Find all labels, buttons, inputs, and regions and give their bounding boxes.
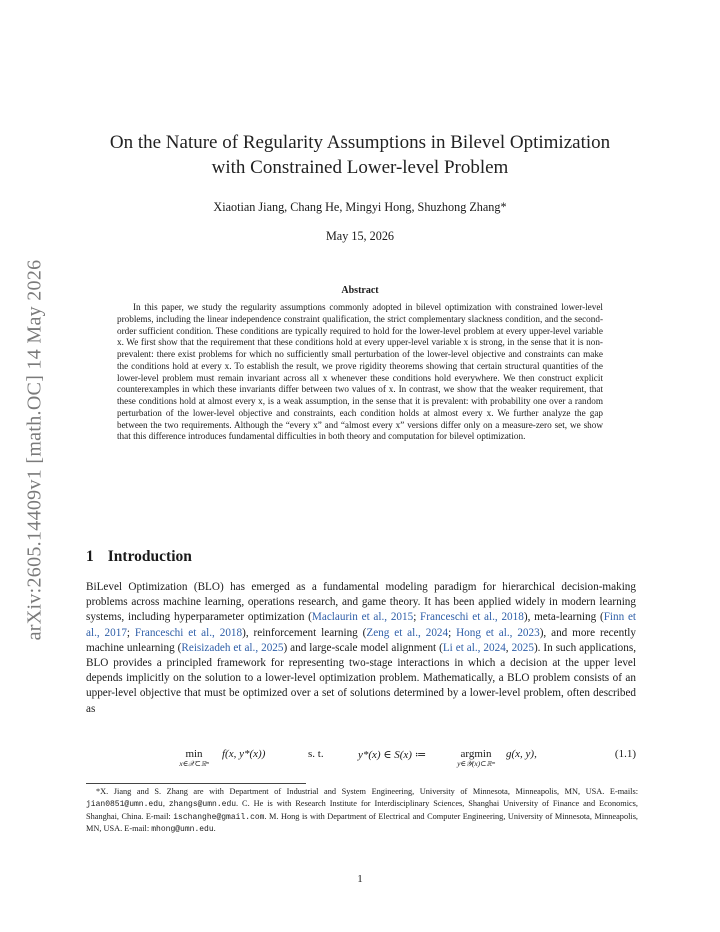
citation-link[interactable]: Zeng et al., 2024	[366, 626, 449, 639]
email-link[interactable]: ischanghe@gmail.com	[173, 812, 265, 822]
email-link[interactable]: zhangs@umn.edu	[168, 799, 237, 809]
citation-link[interactable]: Hong et al., 2023	[456, 626, 540, 639]
footnote-text: .	[213, 824, 216, 834]
subject-to: s. t.	[308, 748, 324, 760]
section-title: Introduction	[107, 548, 192, 565]
citation-link[interactable]: Franceschi et al., 2018	[134, 626, 243, 639]
introduction-paragraph	[86, 580, 636, 717]
title-line-1: On the Nature of Regularity Assumptions in Bilevel Optimization	[109, 132, 611, 153]
lower-constraint: y*(x) ∈ S(x) ≔	[358, 749, 427, 761]
lower-objective: g(x, y),	[506, 748, 537, 760]
citation-link[interactable]: Reisizadeh et al., 2025	[181, 641, 284, 654]
intro-text: ), meta-learning (	[523, 611, 604, 624]
min-operator: min	[185, 748, 203, 760]
title-line-2: with Constrained Lower-level Problem	[211, 157, 509, 178]
intro-text: ;	[126, 626, 135, 639]
author-list: Xiaotian Jiang, Chang He, Mingyi Hong, Shuzhong Zhang*	[213, 200, 507, 214]
paper-title	[80, 130, 640, 180]
footnote-text: . M. Hong is with Department of Electrical and Computer Engineering, University of Minnesota, Minneapolis, MN, USA. E-mail:	[86, 811, 638, 834]
intro-text: ,	[505, 641, 512, 654]
intro-text: BiLevel Optimization (BLO) has emerged as a fundamental modeling paradigm for hierarchical decision-making problems across machine learning, operations research, and game theory. It has been applied widely in modern learning systems, including hyperparameter optimization (	[86, 581, 636, 624]
equation-argmin	[446, 748, 506, 769]
citation-link[interactable]: Finn et al., 2017	[86, 611, 637, 639]
argmin-subscript: y∈𝒴(x)⊂ℝᵐ	[457, 759, 495, 768]
intro-text: ;	[448, 626, 457, 639]
email-link[interactable]: mhong@umn.edu	[151, 825, 214, 835]
equation-number: (1.1)	[614, 748, 636, 760]
footnote-text: ,	[162, 798, 169, 808]
citation-link[interactable]: Franceschi et al., 2018	[420, 611, 524, 624]
citation-link[interactable]: Maclaurin et al., 2015	[311, 611, 414, 624]
intro-text: ), and more recently machine unlearning (	[86, 626, 637, 654]
arxiv-identifier: arXiv:2605.14409v1 [math.OC] 14 May 2026	[23, 259, 46, 641]
abstract-text: In this paper, we study the regularity assumptions commonly adopted in bilevel optimization with constrained lower-level problems, including the linear independence constraint qualification, the strict complementary slackness condition, and the second-order sufficient condition. These conditions are typically required to hold for the lower-level problem at every upper-level variable x. We first show that the requirement that these conditions hold at every upper-level variable x is strong, in the sense that it is non-prevalent: there exist problems for which no sufficiently small perturbation of the lower-level objective and constraints can make the conditions hold at every x. To establish the result, we prove rigidity theorems showing that certain structural quantities of the lower-level problem must remain invariant across all x whenever these conditions hold everywhere. We then construct explicit counterexamples in which these invariants differ between two values of x. In contrast, we show that the weaker requirement, that these conditions hold at almost every x, is a weak assumption, in the sense that it is prevalent: with probability one over a random perturbation of the lower-level objective and constraints, each condition holds at almost every x. We further analyze the gap between the two requirements. Although the “every x” and “almost every x” versions differ only on a measure-zero set, we show that this difference introduces fundamental difficulties in both theory and computation for bilevel optimization.	[117, 302, 603, 442]
footnote-rule	[86, 783, 306, 784]
intro-text: ;	[413, 611, 421, 624]
min-subscript: x∈𝒳⊂ℝⁿ	[179, 759, 209, 768]
footnote-text: *X. Jiang and S. Zhang are with Department of Industrial and System Engineering, University of Minnesota, Minneapolis, MN, USA. E-mails:	[96, 787, 638, 796]
section-number: 1	[86, 548, 94, 565]
upper-objective: f(x, y*(x))	[222, 748, 266, 760]
footnote-text: . C. He is with Research Institute for Interdisciplinary Sciences, Shanghai University of Finance and Economics, Shanghai, China. E-mail:	[86, 798, 638, 821]
intro-text: ), reinforcement learning (	[242, 626, 367, 639]
email-link[interactable]: jian0851@umn.edu	[86, 799, 163, 809]
footnote	[86, 786, 638, 836]
argmin-operator: argmin	[460, 748, 492, 760]
citation-link[interactable]: Li et al., 2024	[442, 641, 506, 654]
abstract-heading: Abstract	[341, 285, 379, 296]
intro-text: ). In such applications, BLO provides a principled framework for representing two-stage interactions in which a decision at the upper level depends implicitly on the solution to a lower-level optimization problem. Mathematically, a BLO problem consists of an upper-level objective that must be optimized over a set of solutions determined by a lower-level problem, often described as	[86, 641, 637, 715]
page-number: 1	[357, 873, 363, 885]
arxiv-sidebar-stamp	[22, 240, 48, 660]
intro-text: ) and large-scale model alignment (	[283, 641, 443, 654]
citation-link[interactable]: 2025	[511, 641, 534, 654]
section-heading	[86, 548, 192, 566]
equation-block	[86, 748, 636, 780]
publication-date: May 15, 2026	[325, 229, 395, 243]
equation-min	[174, 748, 214, 769]
